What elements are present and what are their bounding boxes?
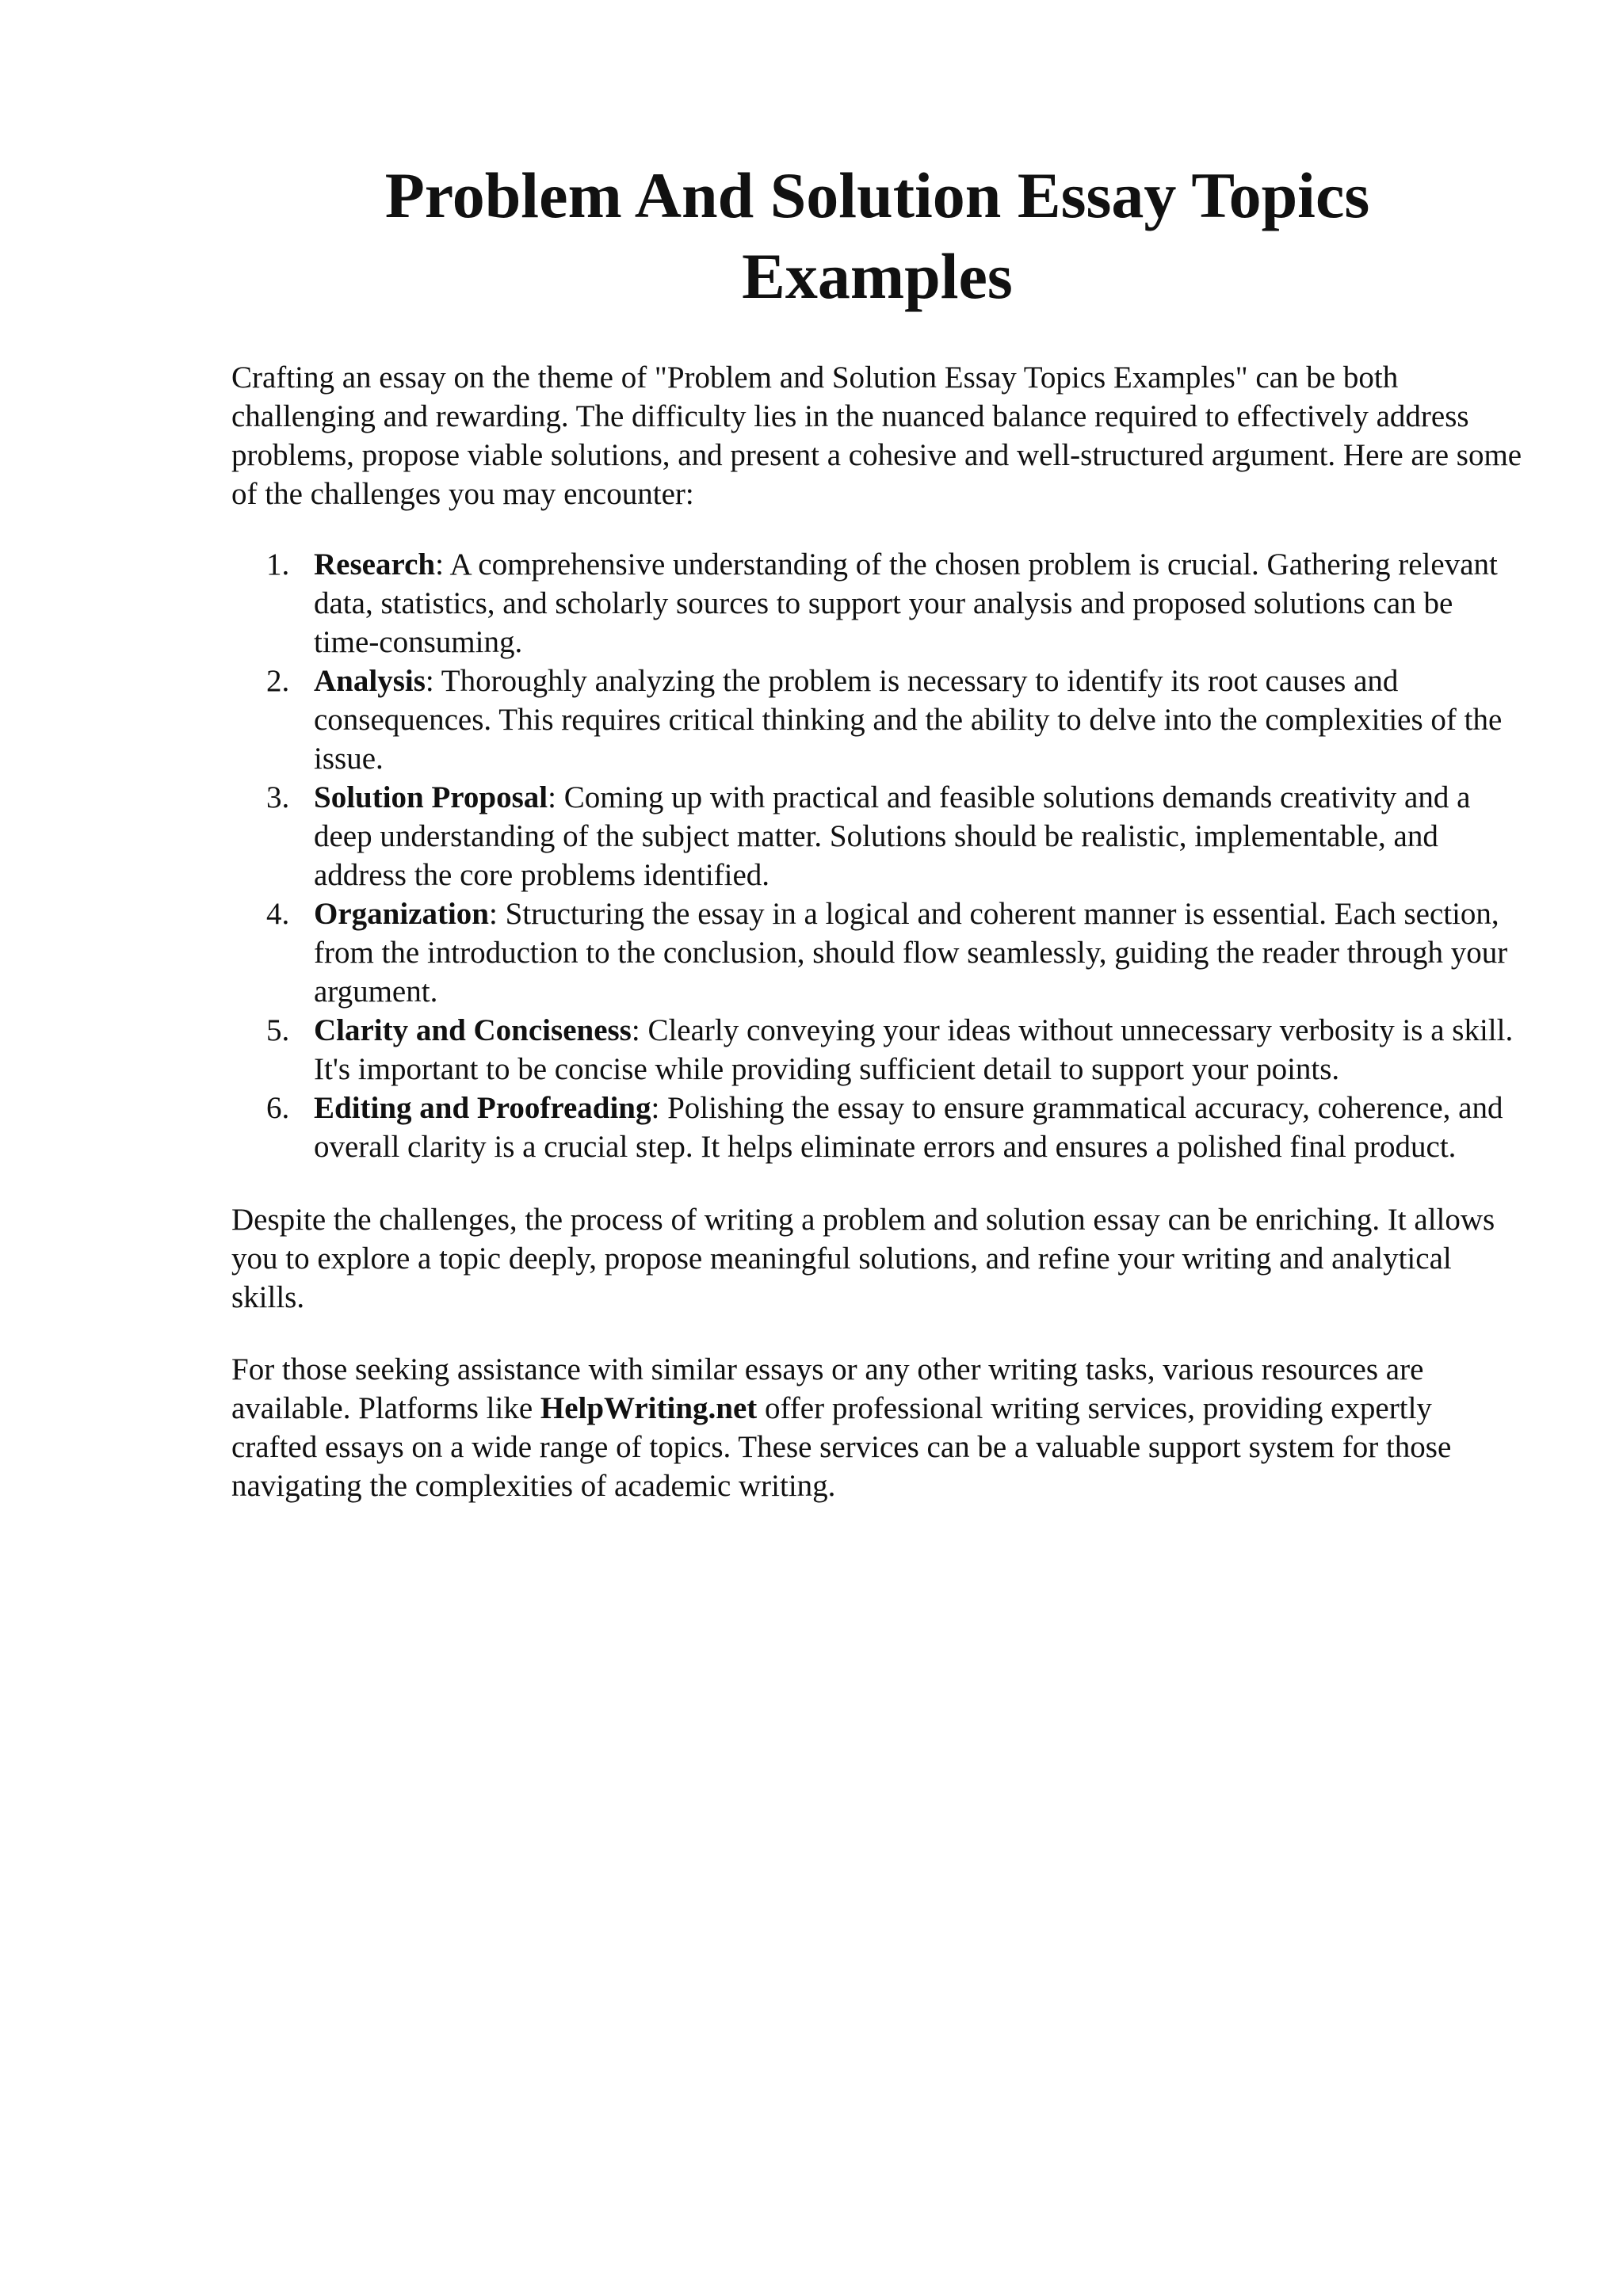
list-item-term: Solution Proposal <box>314 780 548 814</box>
list-item-number: 3. <box>266 780 290 814</box>
list-item-term: Research <box>314 547 436 582</box>
brand-name: HelpWriting.net <box>540 1391 758 1425</box>
list-item-text: : Coming up with practical and feasible solutions demands creativity and a deep understanding of the subject matter. Solutions should be realistic, implementable, and address the core problems identified. <box>314 780 1471 892</box>
conclusion-paragraph: Despite the challenges, the process of writing a problem and solution essay can be enriching. It allows you to explore a topic deeply, propose meaningful solutions, and refine your writing and analytical skills. <box>231 1203 1495 1314</box>
list-item-text: : Clearly conveying your ideas without unnecessary verbosity is a skill. It's important to be concise while providing sufficient detail to support your points. <box>314 1013 1514 1086</box>
list-item-term: Organization <box>314 897 489 931</box>
list-item <box>231 894 1523 1011</box>
list-item-term: Clarity and Conciseness <box>314 1013 632 1047</box>
list-item-number: 4. <box>266 897 290 931</box>
list-item-number: 5. <box>266 1013 290 1047</box>
intro-paragraph: Crafting an essay on the theme of "Problem and Solution Essay Topics Examples" can be both challenging and rewarding. The difficulty lies in the nuanced balance required to effectively address problems, propose viable solutions, and present a cohesive and well-structured argument. Here are some of the challenges you may encounter: <box>231 360 1522 511</box>
list-item-text: : Thoroughly analyzing the problem is necessary to identify its root causes and consequences. This requires critical thinking and the ability to delve into the complexities of the issue. <box>314 664 1503 776</box>
list-item-text: : Structuring the essay in a logical and coherent manner is essential. Each section, from the introduction to the conclusion, should flow seamlessly, guiding the reader through your argument. <box>314 897 1508 1009</box>
document-page <box>231 155 1523 1505</box>
list-item-text: : Polishing the essay to ensure grammatical accuracy, coherence, and overall clarity is a crucial step. It helps eliminate errors and ensures a polished final product. <box>314 1091 1503 1164</box>
page-title: Problem And Solution Essay Topics Examples <box>384 159 1370 312</box>
list-item <box>231 662 1523 778</box>
list-item-number: 6. <box>266 1091 290 1125</box>
list-item <box>231 1089 1523 1166</box>
closing-text-after: offer professional writing services, providing expertly crafted essays on a wide range of topics. These services can be a valuable support system for those navigating the complexities of academic writing. <box>231 1391 1452 1503</box>
list-item-term: Editing and Proofreading <box>314 1091 651 1125</box>
list-item <box>231 545 1523 662</box>
closing-text-before: For those seeking assistance with similar essays or any other writing tasks, various resources are available. Platforms like <box>231 1352 1424 1425</box>
challenges-list <box>231 545 1523 1166</box>
list-item-number: 1. <box>266 547 290 582</box>
list-item <box>231 778 1523 894</box>
list-item-number: 2. <box>266 664 290 698</box>
list-item <box>231 1011 1523 1089</box>
list-item-term: Analysis <box>314 664 426 698</box>
list-item-text: : A comprehensive understanding of the chosen problem is crucial. Gathering relevant data, statistics, and scholarly sources to support your analysis and proposed solutions can be time-consuming. <box>314 547 1498 659</box>
closing-paragraph <box>231 1350 1523 1505</box>
